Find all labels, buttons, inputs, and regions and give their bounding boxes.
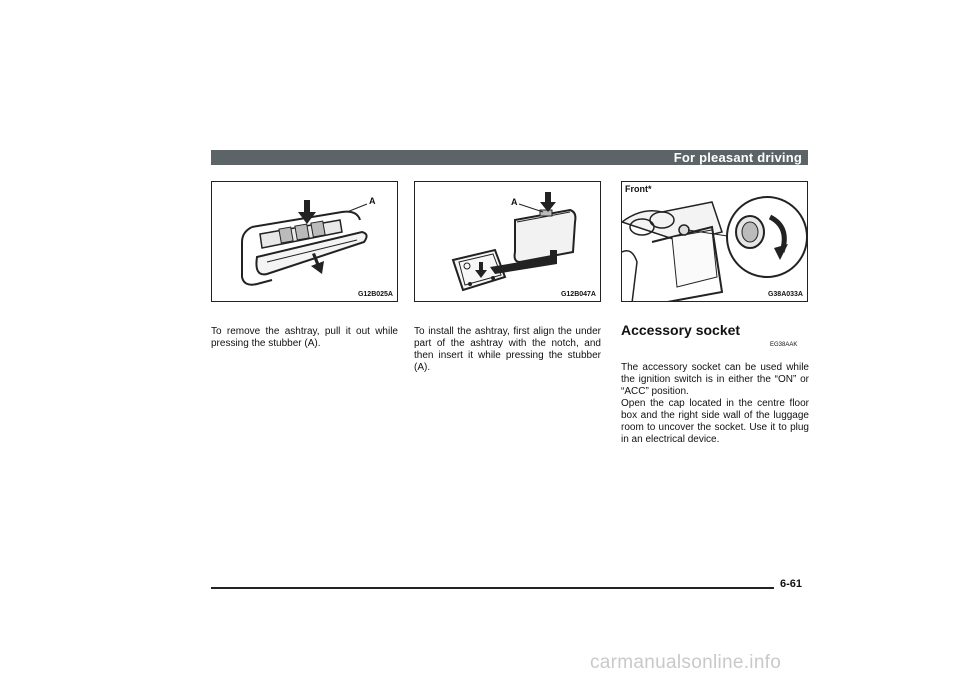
page-number: 6-61 [780, 578, 803, 590]
figure-callout-label: Front* [625, 184, 652, 194]
figure-ashtray-remove [211, 181, 398, 302]
figure-code: G38A033A [767, 291, 803, 298]
figure-callout-label: A [511, 197, 518, 207]
section-header-bar [211, 150, 808, 165]
figure-code: G12B025A [357, 291, 393, 298]
accessory-paragraph-1: The accessory socket can be used while the ignition switch is in either the “ON” or “ACC” position. [621, 362, 809, 397]
accessory-socket-heading: Accessory socket [621, 322, 741, 338]
paragraph-remove-ashtray: To remove the ashtray, pull it out while pressing the stubber (A). [211, 326, 398, 349]
watermark-text: carmanualsonline.info [590, 652, 782, 673]
figure-callout-label: A [369, 196, 376, 206]
paragraph-install-ashtray: To install the ashtray, first align the under part of the ashtray with the notch, and then insert it while pressing the stubber (A). [414, 326, 601, 373]
figure-ashtray-install [414, 181, 601, 302]
figure-accessory-socket [621, 181, 808, 302]
section-reference-code: EG38AAK [770, 342, 798, 348]
footer-rule [211, 587, 774, 589]
ashtray-install-illustration [415, 182, 601, 302]
figure-code: G12B047A [560, 291, 596, 298]
accessory-paragraph-2: Open the cap located in the centre floor box and the right side wall of the luggage room to uncover the socket. Use it to plug in an electrical device. [621, 398, 809, 445]
accessory-socket-illustration [622, 182, 808, 302]
section-title: For pleasant driving [673, 150, 802, 165]
